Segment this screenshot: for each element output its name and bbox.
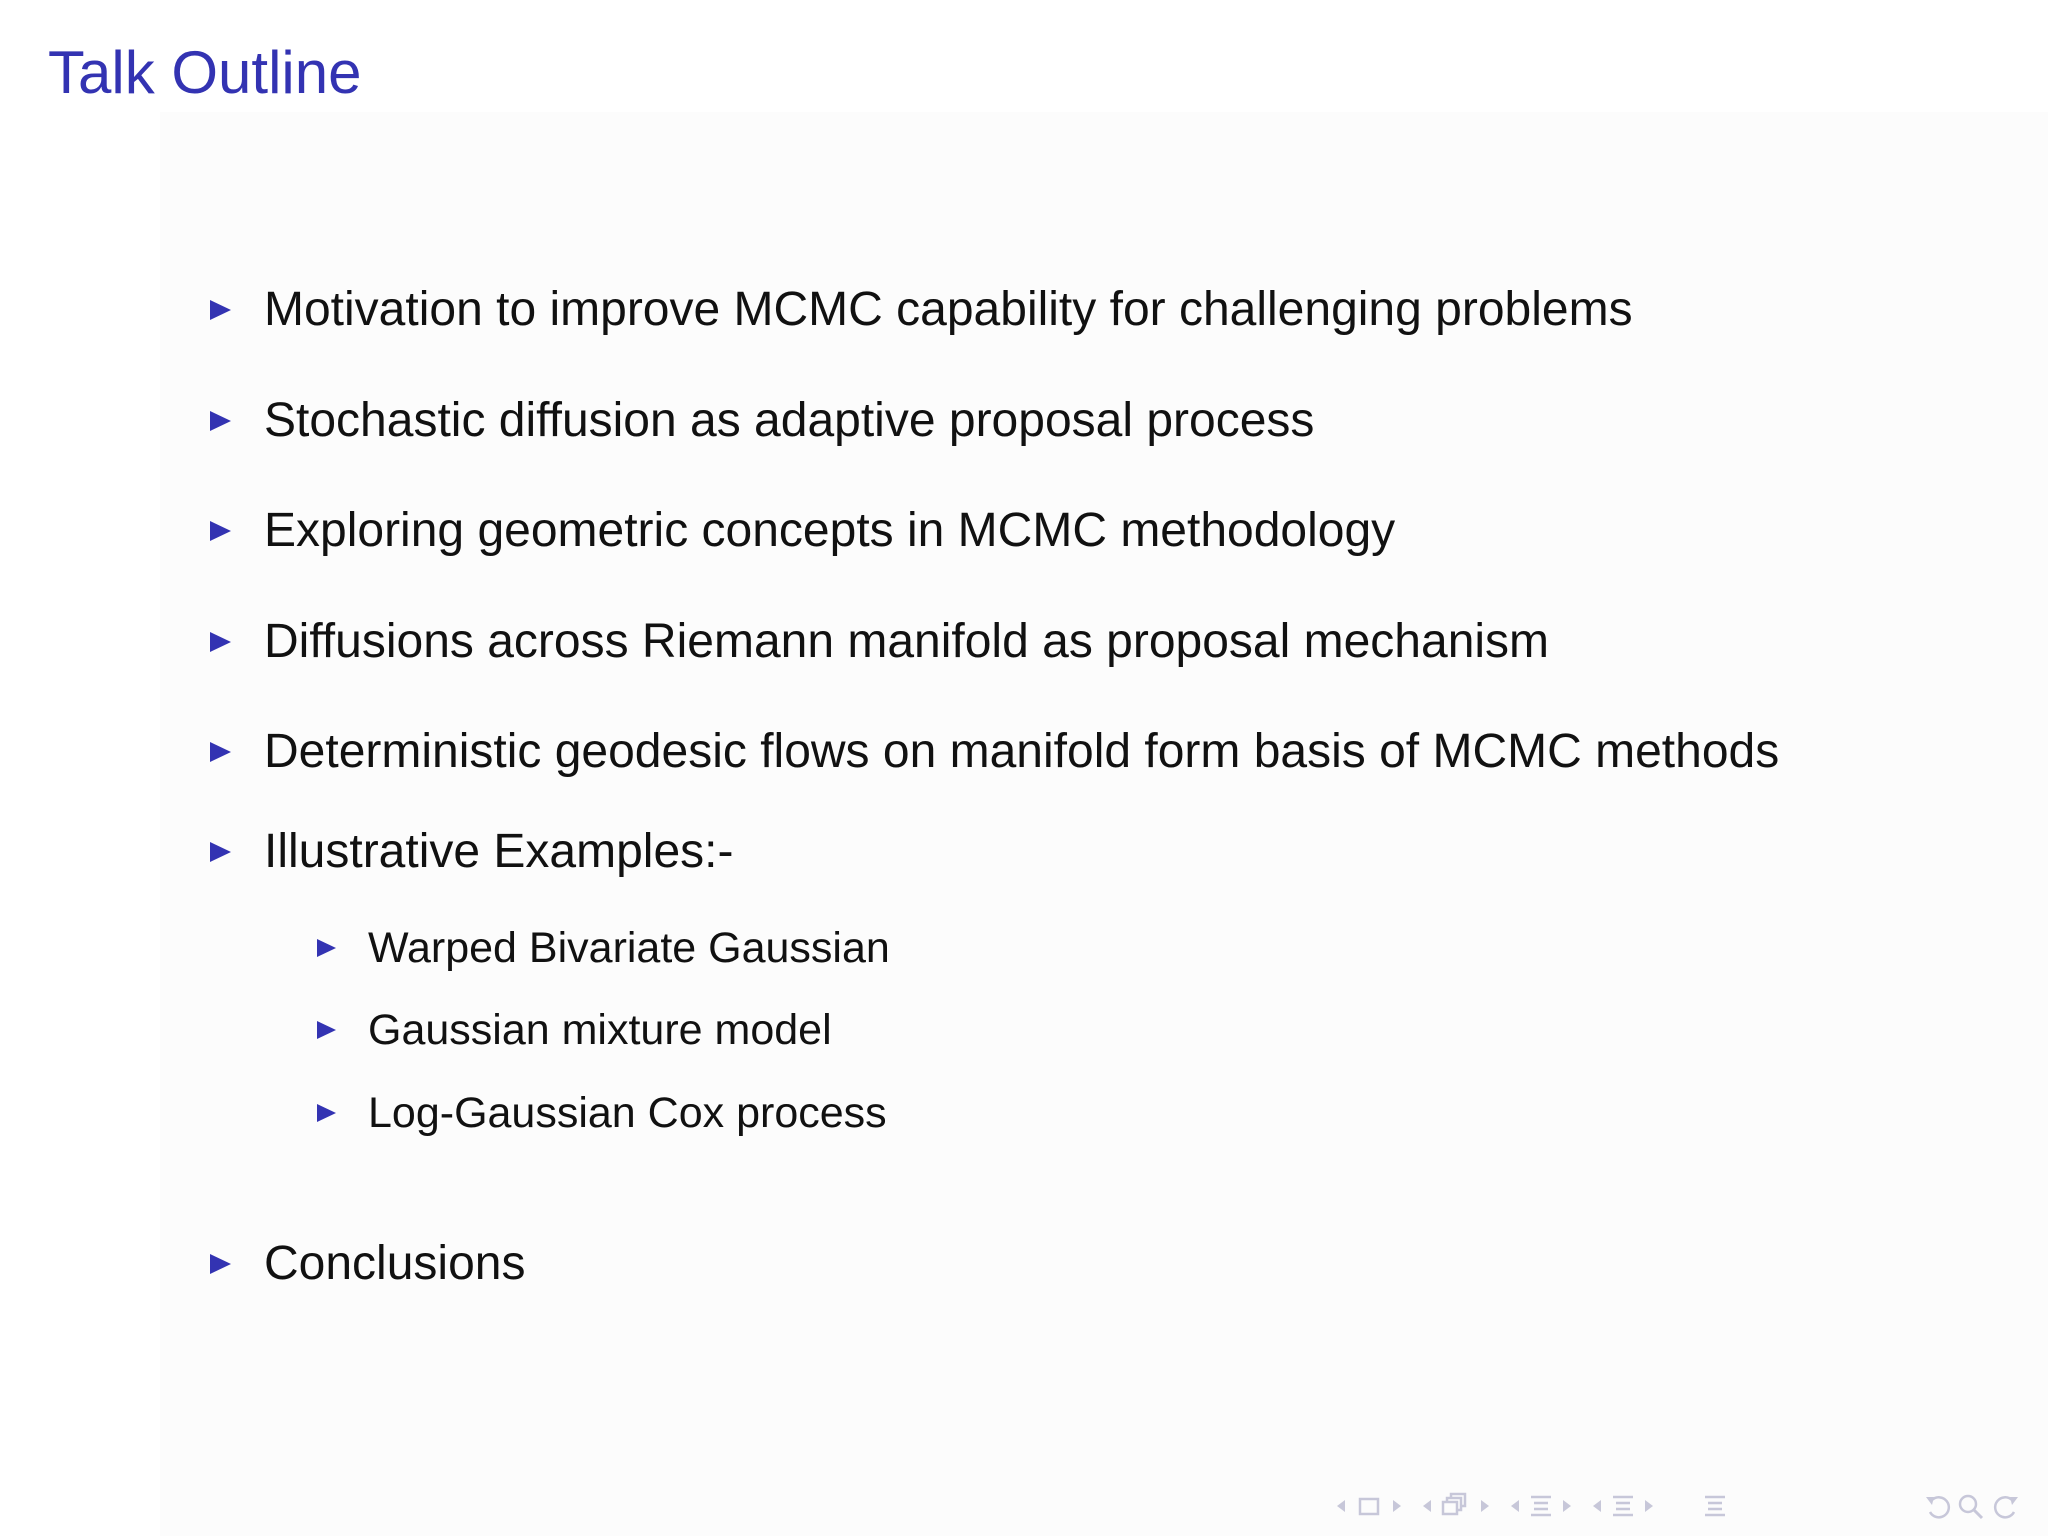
bullet-triangle-icon (210, 1254, 231, 1274)
bullet-triangle-icon (317, 1021, 336, 1039)
prev-slide-arrow-icon[interactable] (1332, 1488, 1350, 1524)
list-item-label: Diffusions across Riemann manifold as proposal mechanism (264, 615, 1550, 668)
document-icon[interactable] (1700, 1488, 1730, 1524)
bullet-triangle-icon (210, 742, 231, 762)
bullet-triangle-icon (210, 300, 231, 320)
list-item (210, 722, 1779, 782)
list-item (210, 391, 1314, 451)
forward-icon[interactable] (1990, 1488, 2022, 1524)
bullet-triangle-icon (210, 521, 231, 541)
search-icon[interactable] (1956, 1488, 1986, 1524)
list-item (210, 501, 1395, 561)
bullet-triangle-icon (210, 411, 231, 431)
section-icon[interactable] (1608, 1488, 1638, 1524)
subsection-icon[interactable] (1526, 1488, 1556, 1524)
next-frame-arrow-icon[interactable] (1476, 1488, 1494, 1524)
sub-list-item (317, 1000, 832, 1060)
next-slide-arrow-icon[interactable] (1388, 1488, 1406, 1524)
list-item (210, 1234, 525, 1294)
list-item-label: Deterministic geodesic flows on manifold form basis of MCMC methods (264, 725, 1780, 778)
prev-subsection-arrow-icon[interactable] (1506, 1488, 1524, 1524)
prev-section-arrow-icon[interactable] (1588, 1488, 1606, 1524)
back-icon[interactable] (1922, 1488, 1954, 1524)
slide-frame-icon[interactable] (1354, 1488, 1384, 1524)
next-section-arrow-icon[interactable] (1640, 1488, 1658, 1524)
bullet-triangle-icon (210, 842, 231, 862)
page-title: Talk Outline (48, 39, 362, 106)
list-item (210, 822, 733, 882)
list-item-label: Illustrative Examples:- (264, 825, 734, 878)
next-subsection-arrow-icon[interactable] (1558, 1488, 1576, 1524)
frame-stack-icon[interactable] (1438, 1488, 1472, 1524)
prev-frame-arrow-icon[interactable] (1418, 1488, 1436, 1524)
sub-list-item-label: Log-Gaussian Cox process (368, 1089, 887, 1137)
bullet-triangle-icon (210, 632, 231, 652)
list-item-label: Exploring geometric concepts in MCMC methodology (264, 504, 1396, 557)
list-item-label: Conclusions (264, 1237, 526, 1290)
sub-list-item (317, 1083, 887, 1143)
list-item (210, 612, 1549, 672)
sub-list-item (317, 918, 890, 978)
sub-list-item-label: Warped Bivariate Gaussian (368, 924, 890, 972)
list-item (210, 280, 1633, 340)
bullet-triangle-icon (317, 939, 336, 957)
bullet-triangle-icon (317, 1104, 336, 1122)
sub-list-item-label: Gaussian mixture model (368, 1006, 832, 1054)
navigation-bar (1330, 1488, 2040, 1524)
list-item-label: Stochastic diffusion as adaptive proposal process (264, 394, 1315, 447)
list-item-label: Motivation to improve MCMC capability for challenging problems (264, 283, 1633, 336)
